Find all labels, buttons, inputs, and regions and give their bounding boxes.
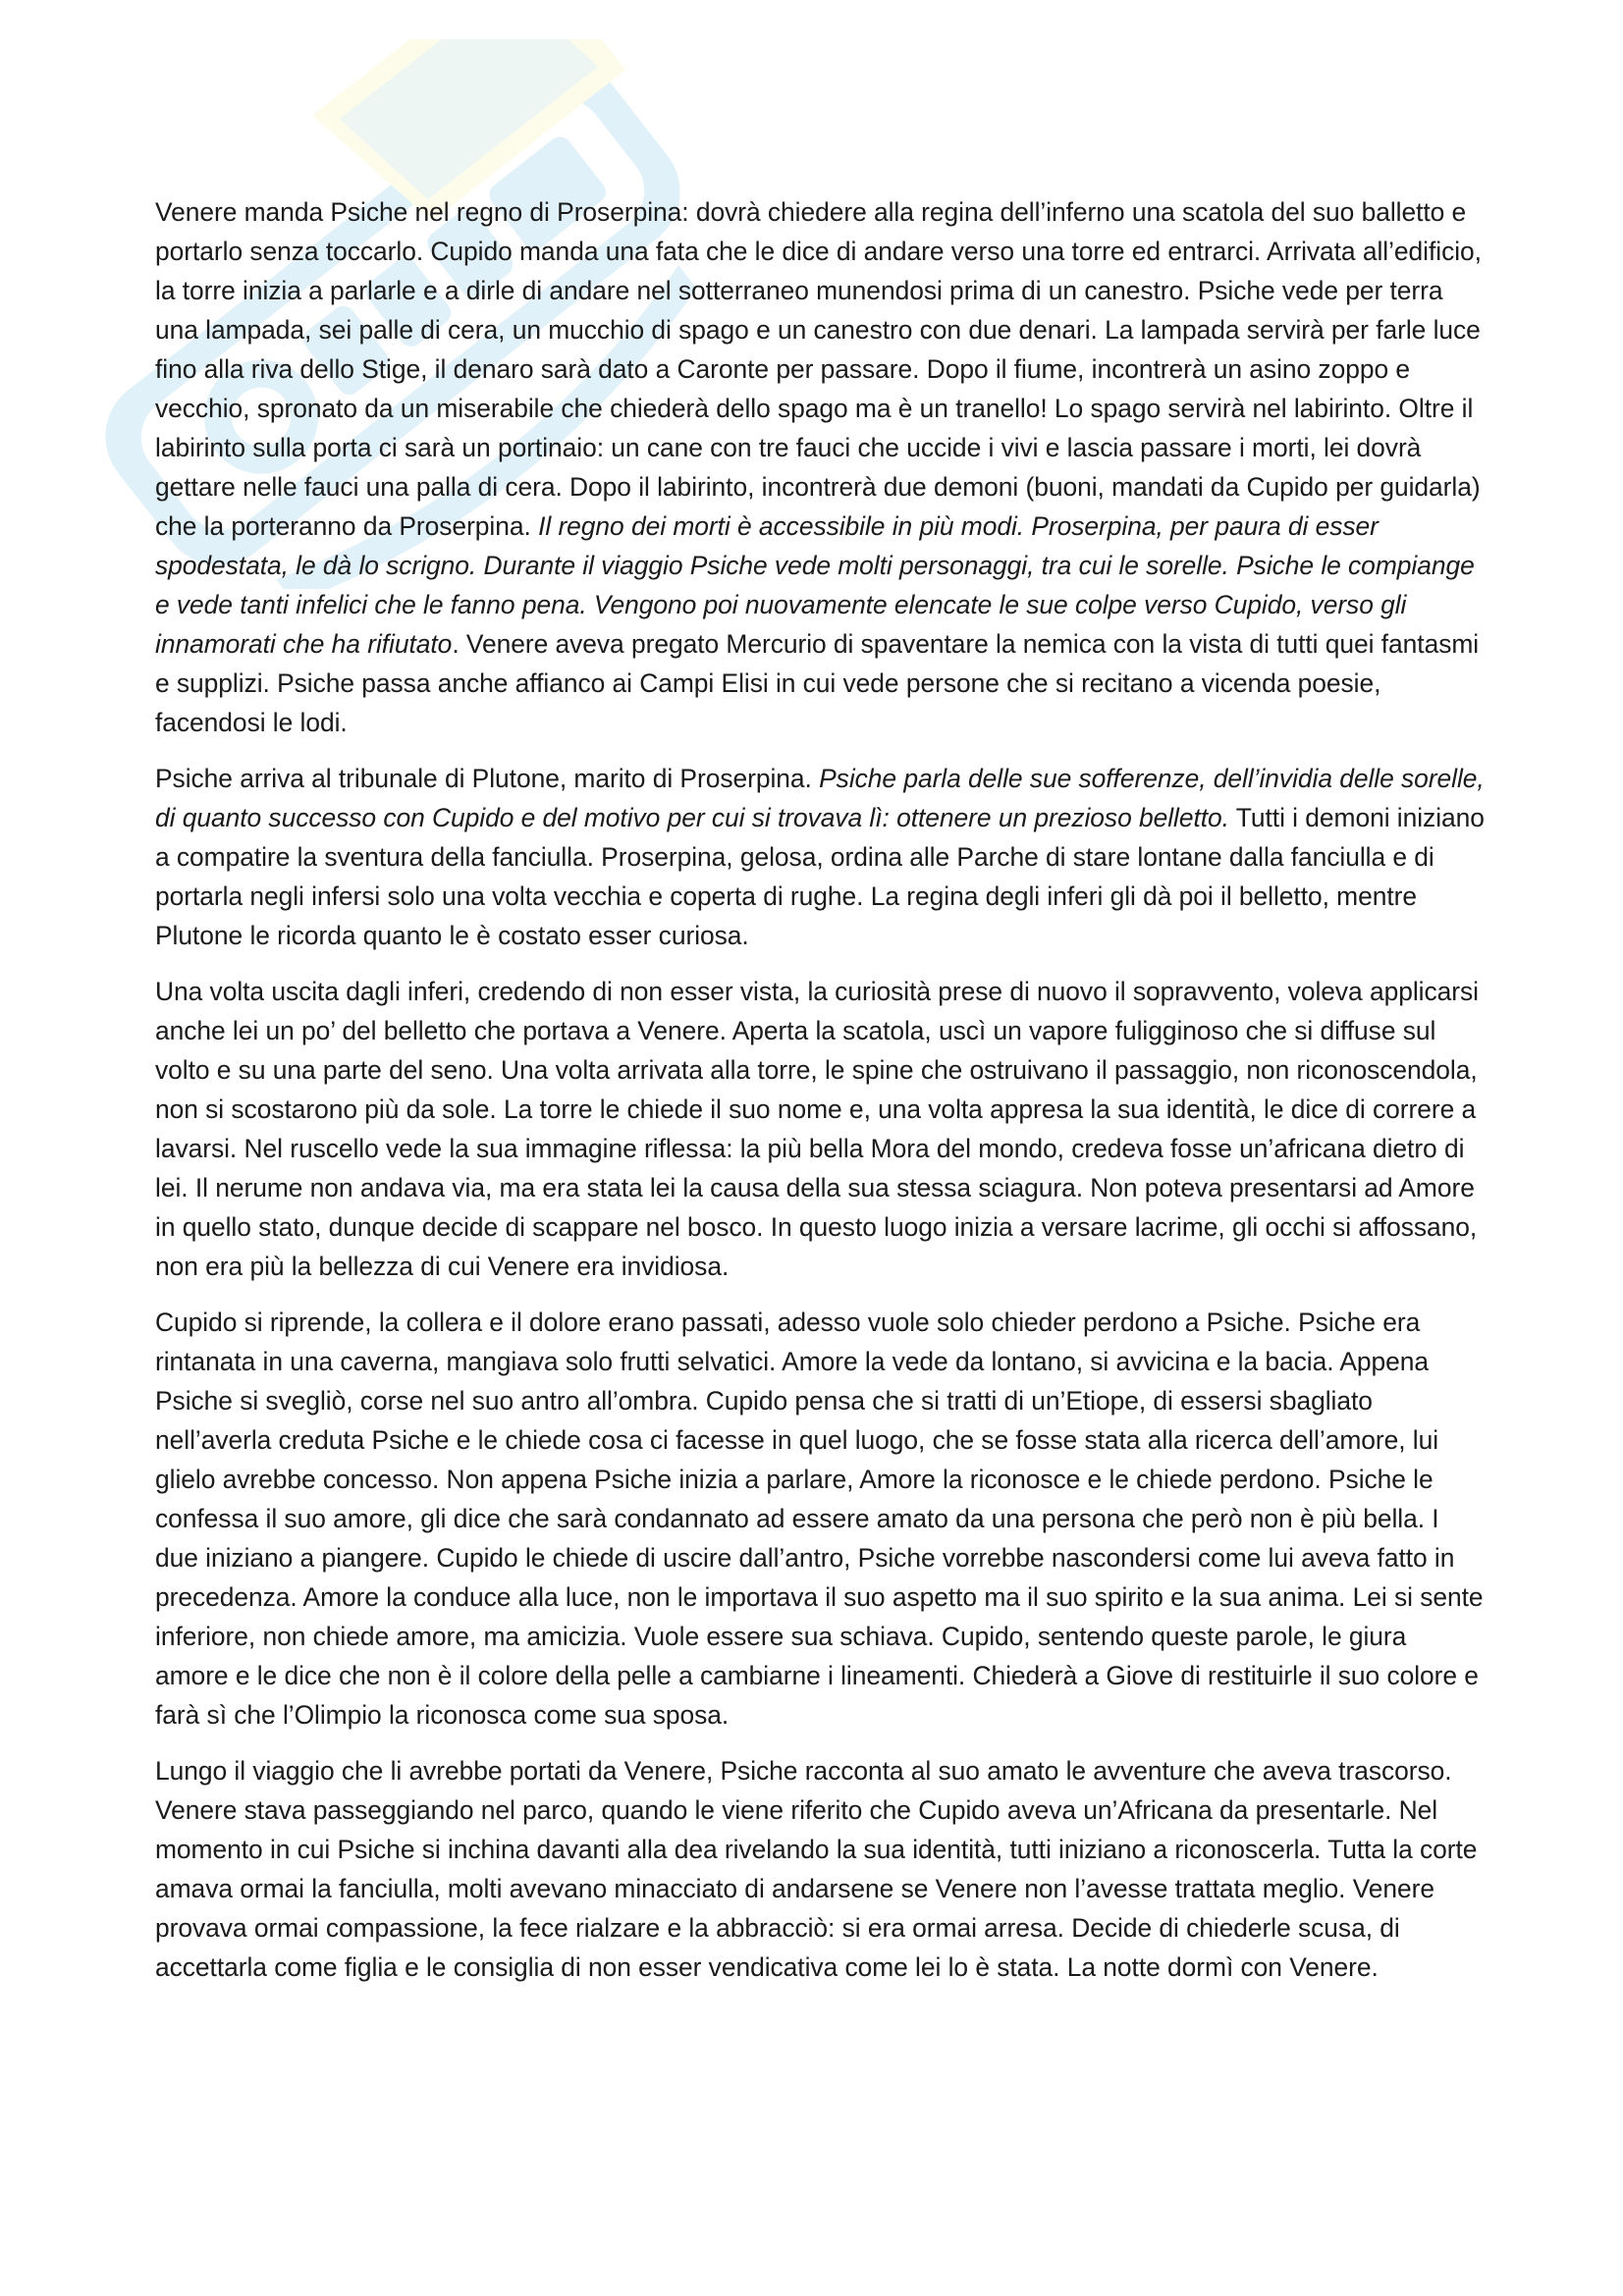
- italic-text-segment: Psiche parla delle sue sofferenze, dell’invidia delle sorelle, di quanto successo con Cupido e del motivo per cui si trovava lì: ottenere un prezioso belletto.: [155, 764, 1485, 832]
- paragraph: [155, 1303, 1486, 1735]
- text-segment: . Venere aveva pregato Mercurio di spaventare la nemica con la vista di tutti quei fantasmi e supplizi. Psiche passa anche affianco ai Campi Elisi in cui vede persone che si recitano a vicenda poesie, facendosi le lodi.: [155, 629, 1480, 737]
- text-segment: Lungo il viaggio che li avrebbe portati da Venere, Psiche racconta al suo amato le avventure che aveva trascorso. Venere stava passeggiando nel parco, quando le viene riferito che Cupido aveva un’Africana da presentarle. Nel momento in cui Psiche si inchina davanti alla dea rivelando la sua identità, tutti iniziano a riconoscerla. Tutta la corte amava ormai la fanciulla, molti avevano minacciato di andarsene se Venere non l’avesse trattata meglio. Venere provava ormai compassione, la fece rialzare e la abbracciò: si era ormai arresa. Decide di chiederle scusa, di accettarla come figlia e le consiglia di non esser vendicativa come lei lo è stata. La notte dormì con Venere.: [155, 1756, 1478, 1982]
- text-segment: Tutti i demoni iniziano a compatire la sventura della fanciulla. Proserpina, gelosa, ordina alle Parche di stare lontane dalla fanciulla e di portarla negli infersi solo una volta vecchia e coperta di rughe. La regina degli inferi gli dà poi il belletto, mentre Plutone le ricorda quanto le è costato esser curiosa.: [155, 803, 1485, 950]
- document-body: [155, 192, 1486, 2003]
- paragraph: [155, 1751, 1486, 1987]
- text-segment: Venere manda Psiche nel regno di Proserpina: dovrà chiedere alla regina dell’inferno una scatola del suo balletto e portarlo senza toccarlo. Cupido manda una fata che le dice di andare verso una torre ed entrarci. Arrivata all’edificio, la torre inizia a parlarle e a dirle di andare nel sotterraneo munendosi prima di un canestro. Psiche vede per terra una lampada, sei palle di cera, un mucchio di spago e un canestro con due denari. La lampada servirà per farle luce fino alla riva dello Stige, il denaro sarà dato a Caronte per passare. Dopo il fiume, incontrerà un asino zoppo e vecchio, spronato da un miserabile che chiederà dello spago ma è un tranello! Lo spago servirà nel labirinto. Oltre il labirinto sulla porta ci sarà un portinaio: un cane con tre fauci che uccide i vivi e lascia passare i morti, lei dovrà gettare nelle fauci una palla di cera. Dopo il labirinto, incontrerà due demoni (buoni, mandati da Cupido per guidarla) che la porteranno da Proserpina.: [155, 197, 1482, 541]
- text-segment: Cupido si riprende, la collera e il dolore erano passati, adesso vuole solo chieder perdono a Psiche. Psiche era rintanata in una caverna, mangiava solo frutti selvatici. Amore la vede da lontano, si avvicina e la bacia. Appena Psiche si svegliò, corse nel suo antro all’ombra. Cupido pensa che si tratti di un’Etiope, di essersi sbagliato nell’averla creduta Psiche e le chiede cosa ci facesse in quel luogo, che se fosse stata alla ricerca dell’amore, lui glielo avrebbe concesso. Non appena Psiche inizia a parlare, Amore la riconosce e le chiede perdono. Psiche le confessa il suo amore, gli dice che sarà condannato ad essere amato da una persona che però non è più bella. I due iniziano a piangere. Cupido le chiede di uscire dall’antro, Psiche vorrebbe nascondersi come lui aveva fatto in precedenza. Amore la conduce alla luce, non le importava il suo aspetto ma il suo spirito e la sua anima. Lei si sente inferiore, non chiede amore, ma amicizia. Vuole essere sua schiava. Cupido, sentendo queste parole, le giura amore e le dice che non è il colore della pelle a cambiarne i lineamenti. Chiederà a Giove di restituirle il suo colore e farà sì che l’Olimpio la riconosca come sua sposa.: [155, 1308, 1484, 1730]
- text-segment: Una volta uscita dagli inferi, credendo di non esser vista, la curiosità prese di nuovo il sopravvento, voleva applicarsi anche lei un po’ del belletto che portava a Venere. Aperta la scatola, uscì un vapore fuligginoso che si diffuse sul volto e su una parte del seno. Una volta arrivata alla torre, le spine che ostruivano il passaggio, non riconoscendola, non si scostarono più da sole. La torre le chiede il suo nome e, una volta appresa la sua identità, le dice di correre a lavarsi. Nel ruscello vede la sua immagine riflessa: la più bella Mora del mondo, credeva fosse un’africana dietro di lei. Il nerume non andava via, ma era stata lei la causa della sua stessa sciagura. Non poteva presentarsi ad Amore in quello stato, dunque decide di scappare nel bosco. In questo luogo inizia a versare lacrime, gli occhi si affossano, non era più la bellezza di cui Venere era invidiosa.: [155, 977, 1479, 1281]
- paragraph: [155, 759, 1486, 955]
- paragraph: [155, 972, 1486, 1286]
- text-segment: Psiche arriva al tribunale di Plutone, marito di Proserpina.: [155, 764, 820, 793]
- paragraph: [155, 192, 1486, 742]
- italic-text-segment: Il regno dei morti è accessibile in più modi. Proserpina, per paura di esser spodestata, le dà lo scrigno. Durante il viaggio Psiche vede molti personaggi, tra cui le sorelle. Psiche le compiange e vede tanti infelici che le fanno pena. Vengono poi nuovamente elencate le sue colpe verso Cupido, verso gli innamorati che ha rifiutato: [155, 511, 1475, 659]
